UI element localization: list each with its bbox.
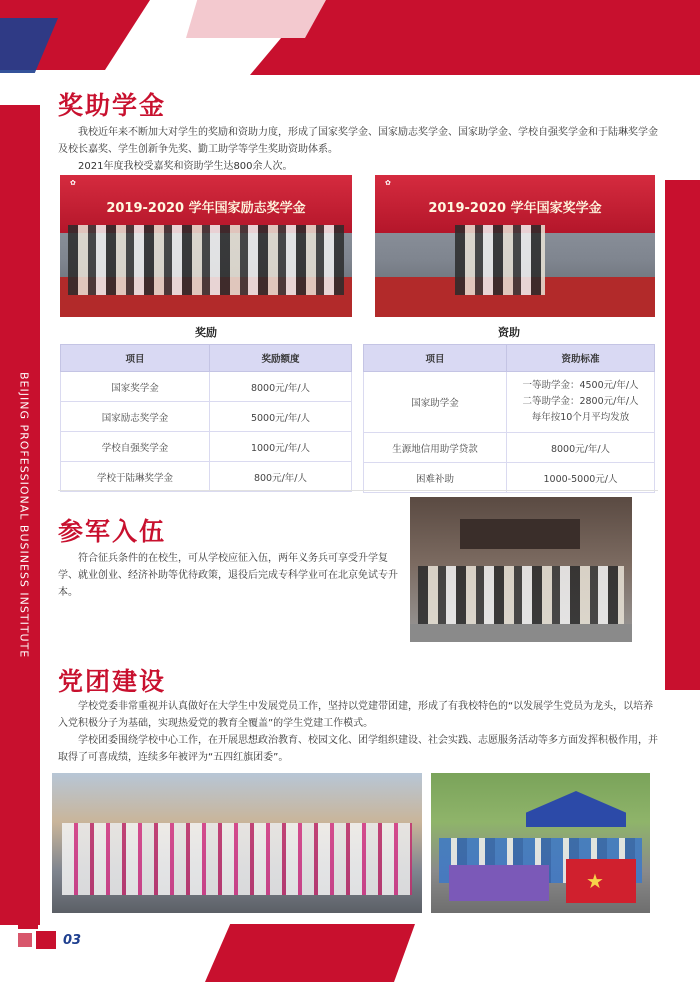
hall-banner bbox=[460, 519, 580, 549]
aid-standard: 8000元/年/人 bbox=[507, 433, 655, 463]
scholarship-heading: 奖助学金 bbox=[58, 91, 167, 120]
party-heading: 党团建设 bbox=[58, 667, 167, 696]
hall-floor bbox=[410, 624, 632, 642]
deco-square-3 bbox=[18, 933, 32, 947]
military-photo bbox=[410, 497, 632, 642]
deco-square-1 bbox=[18, 913, 38, 929]
award-table-title: 奖励 bbox=[195, 326, 217, 339]
bottom-red-shape bbox=[205, 924, 415, 982]
photo-2-banner-title: 2019-2020 学年国家奖学金 bbox=[428, 201, 602, 216]
military-paragraph: 符合征兵条件的在校生，可从学校应征入伍，两年义务兵可享受升学复学、就业创业、经济补助等优待政策，退役后完成专科学业可在北京免试专升本。 bbox=[58, 553, 398, 598]
institute-name-vertical: BEIJING PROFESSIONAL BUSINESS INSTITUTE bbox=[17, 371, 31, 659]
aid-item: 国家助学金 bbox=[364, 372, 507, 433]
side-text-container bbox=[0, 105, 48, 925]
scholarship-photo-2 bbox=[375, 175, 655, 317]
corner-pink-shape bbox=[186, 0, 326, 38]
military-people bbox=[418, 566, 624, 624]
section-divider bbox=[58, 490, 658, 491]
party-photo-1 bbox=[52, 773, 422, 913]
award-item: 国家励志奖学金 bbox=[61, 402, 210, 432]
photo-1-banner-title: 2019-2020 学年国家励志奖学金 bbox=[106, 201, 306, 216]
military-heading: 参军入伍 bbox=[58, 517, 167, 546]
award-item: 学校于陆琳奖学金 bbox=[61, 462, 210, 492]
photo-2-people bbox=[455, 225, 545, 295]
party-text bbox=[58, 698, 658, 766]
party-paragraph-2: 学校团委围绕学校中心工作，在开展思想政治教育、校园文化、团学组织建设、社会实践、志愿服务活动等多方面发挥积极作用，并取得了可喜成绩，连续多年被评为“五四红旗团委”。 bbox=[58, 735, 658, 763]
table-row bbox=[364, 433, 655, 463]
aid-standard: 1000-5000元/人 bbox=[507, 463, 655, 493]
party-photo-1-people bbox=[62, 823, 412, 895]
scholarship-photo-1 bbox=[60, 175, 352, 317]
award-amount: 1000元/年/人 bbox=[210, 432, 352, 462]
award-header-amount: 奖励额度 bbox=[210, 345, 352, 372]
table-row bbox=[61, 432, 352, 462]
aid-header-standard: 资助标准 bbox=[507, 345, 655, 372]
purple-banner bbox=[449, 865, 549, 901]
party-paragraph-1: 学校党委非常重视并认真做好在大学生中发展党员工作，坚持以党建带团建，形成了有我校特色的“以发展学生党员为龙头，以培养入党积极分子为基础，实现热爱党的教育全覆盖”的学生党建工作模式。 bbox=[58, 701, 654, 729]
aid-item: 困难补助 bbox=[364, 463, 507, 493]
award-amount: 5000元/年/人 bbox=[210, 402, 352, 432]
table-row bbox=[61, 462, 352, 492]
school-logo-icon: ✿ bbox=[70, 179, 76, 187]
aid-table-title: 资助 bbox=[498, 326, 520, 339]
military-text bbox=[58, 550, 398, 601]
table-row bbox=[61, 402, 352, 432]
page-number: 03 bbox=[63, 933, 82, 948]
award-table bbox=[60, 344, 352, 492]
deco-square-2 bbox=[36, 931, 56, 949]
grant-line-3: 每年按10个月平均发放 bbox=[531, 412, 630, 423]
aid-header-item: 项目 bbox=[364, 345, 507, 372]
award-header-item: 项目 bbox=[61, 345, 210, 372]
tent bbox=[526, 791, 626, 827]
grant-line-2: 二等助学金：2800元/年/人 bbox=[522, 396, 639, 407]
party-photo-2 bbox=[431, 773, 650, 913]
aid-grant-standard bbox=[507, 372, 655, 433]
school-logo-icon: ✿ bbox=[385, 179, 391, 187]
award-amount: 8000元/年/人 bbox=[210, 372, 352, 402]
star-icon: ★ bbox=[586, 869, 604, 893]
aid-table bbox=[363, 344, 655, 493]
scholarship-text bbox=[58, 124, 658, 175]
grant-line-1: 一等助学金：4500元/年/人 bbox=[522, 380, 639, 391]
photo-1-people bbox=[68, 225, 344, 295]
scholarship-paragraph-2: 2021年度我校受嘉奖和资助学生达800余人次。 bbox=[78, 161, 293, 172]
aid-item: 生源地信用助学贷款 bbox=[364, 433, 507, 463]
award-item: 学校自强奖学金 bbox=[61, 432, 210, 462]
right-red-strip bbox=[665, 180, 700, 690]
table-row bbox=[61, 372, 352, 402]
award-amount: 800元/年/人 bbox=[210, 462, 352, 492]
scholarship-paragraph-1: 我校近年来不断加大对学生的奖励和资助力度，形成了国家奖学金、国家励志奖学金、国家助学金、学校自强奖学金和于陆琳奖学金及校长嘉奖、学生创新争先奖、勤工助学等学生奖助资助体系。 bbox=[58, 127, 658, 155]
award-item: 国家奖学金 bbox=[61, 372, 210, 402]
table-row bbox=[364, 372, 655, 433]
table-row bbox=[364, 463, 655, 493]
